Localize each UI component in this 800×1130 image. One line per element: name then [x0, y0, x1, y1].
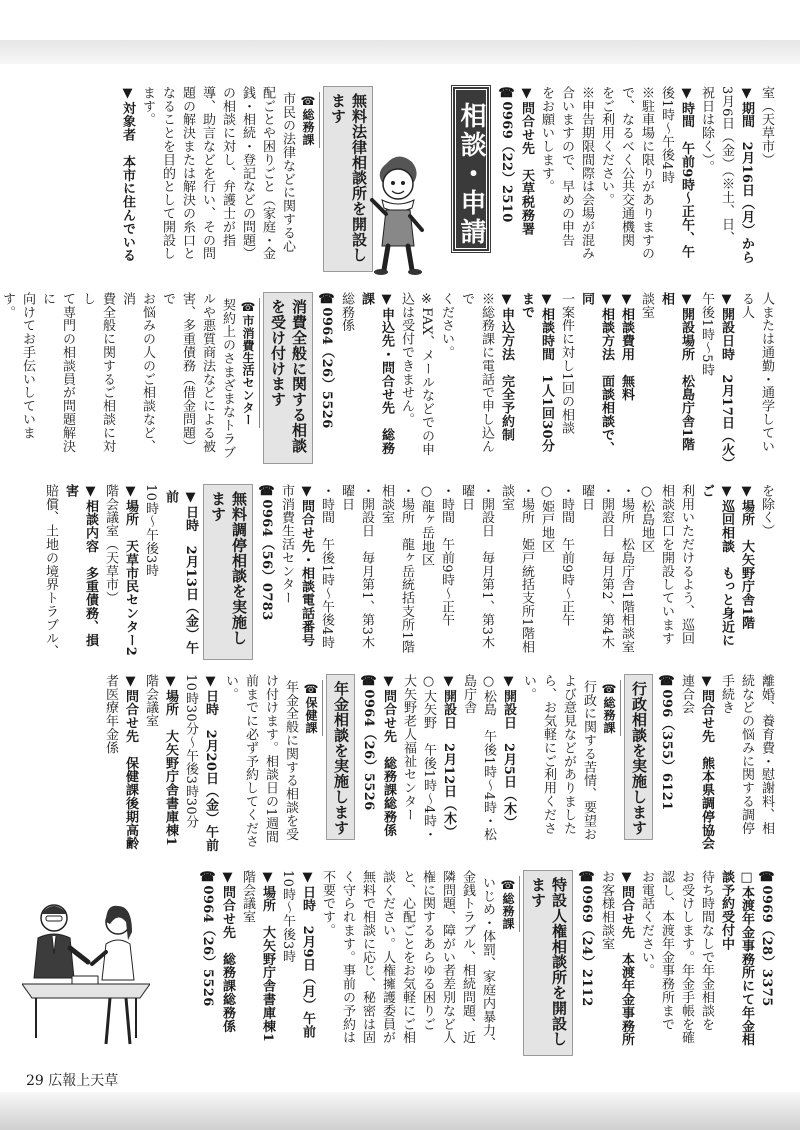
text-line: ・場所 姫戸統括支所1階相	[519, 484, 534, 654]
text-line: ▼問合せ先 天草税務署	[519, 86, 534, 236]
text-line: 前までに必ず予約してくださ	[243, 674, 258, 849]
text-line: よび意見などがありました	[561, 674, 576, 835]
text-line: 利用いただけるよう、巡回	[679, 484, 694, 645]
text-line: 導、助言などを行い、その問	[200, 86, 215, 261]
text-line: 者医療年金係	[103, 674, 118, 755]
page-number: 29	[26, 1073, 44, 1089]
text-line: ▼開設日 2月5日（木）	[501, 674, 516, 829]
text-line: ▼相談方法 面談相談で、同	[579, 292, 614, 455]
text-line: 権に関するあらゆる困りご	[420, 870, 435, 1031]
text-line: 階会議室	[240, 870, 255, 924]
text-line: 行政に関する苦情、要望お	[581, 680, 596, 841]
text-line: ※申告期限間際は会場が混み	[579, 86, 594, 261]
text-line: 談ください。人権擁護委員が	[380, 870, 395, 1045]
text-line: いじめ・体罰、家庭内暴力、	[480, 876, 495, 1051]
text-line: ▼問合せ先・相談電話番号	[299, 484, 314, 647]
text-line: 続などの悩みに関する調停	[739, 674, 754, 835]
tier-4	[24, 674, 776, 854]
page-footer	[26, 1070, 118, 1090]
text-line: ▼開設日時 2月17日（火）	[719, 292, 734, 470]
text-line: お悩みの人のご相談など、消	[120, 292, 155, 453]
text-line: お電話ください。	[639, 870, 654, 978]
mascot-character-icon	[368, 150, 428, 280]
heading-human-rights-consultation: 特設人権相談所を開設します	[523, 870, 573, 1056]
text-line: 費全般に関するご相談に対し	[80, 292, 115, 453]
text-line: 祝日は除く）。	[699, 86, 714, 174]
text-line: 認し、本渡年金事務所まで	[659, 870, 674, 1031]
text-line: 島庁舎	[461, 674, 476, 715]
text-line: 曜日	[579, 484, 594, 511]
text-line: 室（天草市）	[759, 86, 774, 167]
text-line: なることを目的として開設し	[160, 86, 175, 261]
text-line: ▼日時 2月20日（金）午前	[203, 674, 218, 852]
text-line: て専門の相談員が問題解決に	[40, 292, 75, 453]
text-line: 曜日	[339, 484, 354, 511]
text-line: ○松島地区	[639, 484, 654, 553]
consultation-illustration-icon	[22, 888, 150, 1058]
text-line: 談予約受付中	[719, 870, 734, 951]
text-line: ・開設日 毎月第2、第4木	[599, 484, 614, 649]
text-line: ☎0969（22）2510	[499, 86, 514, 223]
footer-band	[0, 1092, 800, 1130]
text-line: と、心配ごとをお気軽にご相	[400, 870, 415, 1045]
text-line: をお願いします。	[539, 86, 554, 194]
text-line: ・場所 龍ヶ岳統括支所1階	[399, 484, 414, 654]
text-line: ます。	[140, 86, 155, 127]
text-line: 無料で相談に応じ、秘密は固	[360, 870, 375, 1045]
text-line: ・開設日 毎月第1、第3木	[359, 484, 374, 649]
text-line: ○龍ヶ岳地区	[419, 484, 434, 567]
text-line: ▼問合せ先 保健課後期高齢	[123, 674, 138, 851]
heading-mediation-consultation: 無料調停相談を実施します	[203, 484, 253, 660]
text-line: ▼場所 大矢野庁舎1階	[739, 484, 754, 630]
text-line: ・場所 松島庁舎1階相談室	[619, 484, 634, 654]
text-line: ※FAX、メールなどでの申	[419, 292, 434, 456]
text-line: 市民の法律などに関する心	[280, 92, 295, 253]
text-line: ・時間 午前9時〜正午	[559, 484, 574, 627]
text-line: ☎0964（26）5526	[319, 292, 334, 429]
text-line: 手続き	[719, 674, 734, 715]
text-line: 階会議室	[143, 674, 158, 728]
text-line: 階会議室（天草市）	[103, 484, 118, 605]
text-line: 大矢野老人福祉センター	[401, 674, 416, 822]
text-line: ▼巡回相談 もっと身近にご	[699, 484, 734, 647]
text-line: 一案件に対し1回の相談	[559, 292, 574, 435]
heading-administrative-consultation: 行政相談を実施します	[624, 674, 653, 840]
text-line: け付けます。相談日の1週間	[263, 674, 278, 844]
text-line: 市消費生活センター	[279, 484, 294, 605]
text-line: 3月6日（金）（※土、日、	[719, 86, 734, 245]
text-line: ▼期間 2月16日（月）から	[739, 86, 754, 264]
heading-legal-consultation: 無料法律相談所を開設します	[323, 86, 373, 272]
heading-consumer-consultation: 消費全般に関する相談を受け付けます	[263, 292, 313, 464]
text-line: 連合会	[679, 674, 694, 715]
text-line: ▼場所 天草市民センター2	[123, 484, 138, 657]
text-line: 賠償、土地の境界トラブル、	[43, 484, 58, 659]
text-line: ▼日時 2月13日（金）午前	[163, 490, 198, 655]
text-line: 込は受付できません。	[399, 292, 414, 426]
text-line: ・開設日 毎月第1、第3木	[479, 484, 494, 649]
text-line: 年金全般に関する相談を受	[283, 680, 298, 841]
text-line: る人	[739, 292, 754, 319]
dept-label: ☎総務課	[497, 876, 520, 932]
text-line: く守られます。事前の予約は	[340, 870, 355, 1045]
text-line: ▼申込方法 完全予約制	[499, 292, 514, 442]
text-line: ▼相談内容 多重債務、損害	[63, 484, 98, 647]
text-line: ☎0964（26）5526	[361, 674, 376, 811]
text-line: ▼申込先・問合せ先 総務課	[359, 292, 394, 455]
text-line: 配ごとや困りごと（家庭・金	[260, 86, 275, 261]
text-line: ※総務課に電話で申し込んで	[459, 292, 494, 453]
text-line: 合いますので、早めの申告	[559, 86, 574, 247]
text-line: 後1時〜午後4時	[659, 86, 674, 184]
text-line: ☎096（355）6121	[659, 674, 674, 811]
text-line: ○姫戸地区	[539, 484, 554, 553]
text-line: 離婚、養育費・慰謝料、相	[759, 674, 774, 835]
text-line: 10時〜午後3時	[143, 484, 158, 578]
text-line: 題の解決または解決の糸口と	[180, 86, 195, 261]
text-line: ○松島 午後1時〜4時・松	[481, 674, 496, 841]
text-line: 待ち時間なしで年金相談を	[699, 870, 714, 1031]
text-line: ▼開設場所 松島庁舎1階相	[659, 292, 694, 451]
header-band	[0, 40, 800, 64]
text-line: 不要です。	[320, 870, 335, 937]
text-line: ▼場所 大矢野庁舎書庫棟1	[260, 870, 275, 1043]
text-line: 金銭トラブル、相続問題、近	[460, 870, 475, 1045]
text-line: を除く）	[759, 484, 774, 538]
text-line: 談室	[639, 292, 654, 319]
dept-label: ☎総務課	[598, 680, 621, 736]
text-line: で、なるべく公共交通機関	[619, 86, 634, 247]
text-line: 曜日	[459, 484, 474, 511]
text-line: ▼場所 大矢野庁舎書庫棟1	[163, 674, 178, 847]
text-line: 談室	[499, 484, 514, 511]
text-line: ☎0969（24）2112	[579, 870, 594, 1007]
text-line: ルや悪質商法などによる被	[200, 292, 215, 453]
text-line: ☎0964（56）0783	[259, 484, 274, 621]
text-line: ください。	[439, 292, 454, 359]
text-line: の相談に対し、弁護士が指	[220, 86, 235, 247]
text-line: 向けてお手伝いしています。	[0, 292, 35, 440]
text-line: 10時30分〜午後3時30分	[183, 674, 198, 829]
text-line: 相談室	[379, 484, 394, 525]
tier-3	[24, 484, 776, 660]
text-line: 人または通勤・通学してい	[759, 292, 774, 453]
text-line: 午後1時〜5時	[699, 292, 714, 377]
dept-label: ☎市消費生活センター	[237, 298, 260, 428]
section-title: 相談・申請	[452, 86, 490, 252]
text-line: 銭・相続・登記などの問題）	[240, 86, 255, 261]
text-line: ▼開設日 2月12日（木）	[441, 674, 456, 839]
text-line: お受けします。年金手帳を確	[679, 870, 694, 1045]
text-line: をご利用ください。	[599, 86, 614, 207]
magazine-name: 広報上天草	[48, 1073, 119, 1089]
heading-pension-consultation: 年金相談を実施します	[326, 674, 355, 840]
dept-label: ☎総務課	[297, 92, 320, 148]
text-line: ☎0969（28）3375	[759, 870, 774, 1007]
text-line: ☎0964（26）5526	[200, 870, 215, 1007]
text-line: い。	[223, 674, 238, 701]
text-line: ・時間 午後1時〜午後4時	[319, 484, 334, 649]
text-line: ▼時間 午前9時〜正午、午	[679, 86, 694, 259]
text-line: 契約上のさまざまなトラブ	[220, 298, 235, 459]
dept-label: ☎保健課	[300, 680, 323, 736]
text-line: ▼相談時間 1人1回30分まで	[519, 292, 554, 453]
text-line: □本渡年金事務所にて年金相	[739, 870, 754, 1047]
text-line: 隣問題、障がい者差別など人	[440, 870, 455, 1045]
text-line: ・時間 午前9時〜正午	[439, 484, 454, 627]
text-line: ※駐車場に限りがありますの	[639, 86, 654, 261]
text-line: ▼問合せ先 熊本県調停協会	[699, 674, 714, 851]
text-line: 10時〜午後3時	[280, 870, 295, 964]
text-line: ▼相談費用 無料	[619, 292, 634, 402]
text-line: ▼対象者 本市に住んでいる	[120, 86, 135, 263]
text-line: ▼問合せ先 総務課総務係	[381, 674, 396, 837]
tier-2	[0, 292, 776, 470]
text-line: 総務係	[339, 292, 354, 333]
text-line: ら、お気軽にご利用ください。	[521, 674, 556, 835]
text-line: ▼日時 2月9日（月）午前	[300, 870, 315, 1039]
text-line: 害、多重債務（借金問題）で	[160, 292, 195, 453]
text-line: お客様相談室	[599, 870, 614, 951]
text-line: 相談窓口を開設しています	[659, 484, 674, 645]
text-line: ○大矢野 午後1時〜4時・	[421, 674, 436, 841]
text-line: ▼問合せ先 総務課総務係	[220, 870, 235, 1033]
text-line: ▼問合せ先 本渡年金事務所	[619, 870, 634, 1047]
